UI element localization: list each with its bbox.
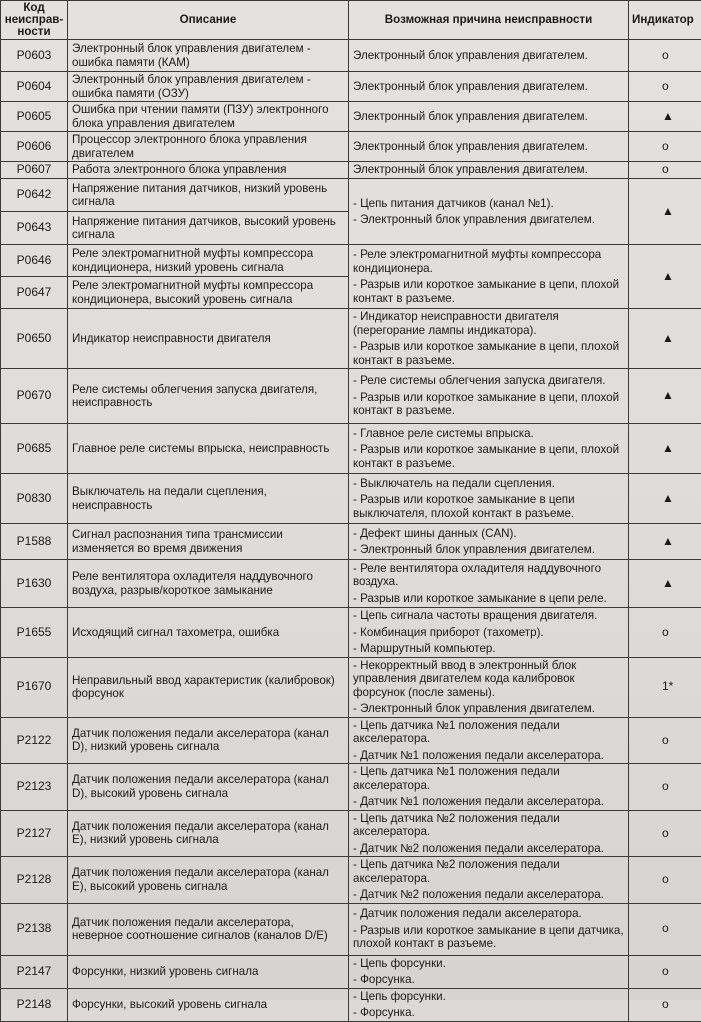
cause-item: - Датчик №1 положения педали акселератора. (353, 749, 625, 763)
indicator-circle-icon: o (629, 72, 701, 102)
cause-item: - Форсунка. (353, 1006, 625, 1020)
table-row (1, 903, 701, 955)
table-row (1, 857, 701, 904)
cause-item: - Выключатель на педали сцепления. (353, 477, 625, 491)
indicator-triangle-icon: ▲ (629, 424, 701, 474)
cause-item: Электронный блок управления двигателем. (353, 163, 625, 177)
fault-cause (349, 40, 629, 72)
cause-item: - Реле вентилятора охладителя наддувочного воздуха. (353, 562, 625, 589)
fault-description: Реле электромагнитной муфты компрессора кондиционера, низкий уровень сигнала (68, 245, 349, 277)
fault-code: P1655 (1, 608, 68, 658)
fault-cause (349, 132, 629, 162)
table-row (1, 474, 701, 524)
cause-item: - Цепь форсунки. (353, 990, 625, 1004)
table-row (1, 179, 701, 212)
indicator-circle-icon: o (629, 857, 701, 904)
table-row (1, 955, 701, 988)
table-row (1, 132, 701, 162)
cause-item: - Цепь датчика №1 положения педали акселератора. (353, 719, 625, 746)
cause-item: - Датчик положения педали акселератора. (353, 907, 625, 921)
indicator-circle-icon: o (629, 717, 701, 764)
fault-cause (349, 424, 629, 474)
fault-description: Главное реле системы впрыска, неисправность (68, 424, 349, 474)
fault-code: P2138 (1, 903, 68, 955)
fault-description: Напряжение питания датчиков, высокий уровень сигнала (68, 212, 349, 245)
fault-cause (349, 988, 629, 1021)
fault-cause (349, 810, 629, 857)
cause-item: - Цепь датчика №2 положения педали акселератора. (353, 812, 625, 839)
cause-item: - Цепь датчика №2 положения педали акселератора. (353, 858, 625, 885)
indicator-triangle-icon: ▲ (629, 179, 701, 245)
cause-item: - Цепь питания датчиков (канал №1). (353, 197, 625, 211)
cause-item: - Цепь сигнала частоты вращения двигателя. (353, 609, 625, 623)
fault-code: P0607 (1, 162, 68, 179)
fault-code: P2128 (1, 857, 68, 904)
indicator-circle-icon: o (629, 162, 701, 179)
table-row (1, 764, 701, 811)
fault-description: Исходящий сигнал тахометра, ошибка (68, 608, 349, 658)
indicator-triangle-icon: ▲ (629, 245, 701, 309)
fault-description: Индикатор неисправности двигателя (68, 309, 349, 369)
cause-item: Электронный блок управления двигателем. (353, 80, 625, 94)
fault-description: Реле электромагнитной муфты компрессора кондиционера, высокий уровень сигнала (68, 277, 349, 309)
fault-code: P0605 (1, 102, 68, 132)
fault-cause (349, 657, 629, 717)
fault-cause (349, 162, 629, 179)
indicator-triangle-icon: ▲ (629, 474, 701, 524)
fault-description: Процессор электронного блока управления двигателем (68, 132, 349, 162)
fault-description: Выключатель на педали сцепления, неисправность (68, 474, 349, 524)
table-row (1, 560, 701, 608)
indicator-value: 1* (629, 657, 701, 717)
cause-item: - Датчик №2 положения педали акселератора. (353, 842, 625, 856)
table-row (1, 717, 701, 764)
table-body (1, 40, 701, 1022)
cause-item: - Цепь датчика №1 положения педали акселератора. (353, 765, 625, 792)
header-description: Описание (68, 1, 349, 40)
cause-item: - Некорректный ввод в электронный блок управления двигателем кода калибровок форсунок (после замены). (353, 659, 625, 700)
indicator-circle-icon: o (629, 955, 701, 988)
cause-item: - Реле системы облегчения запуска двигателя. (353, 374, 625, 388)
cause-item: - Разрыв или короткое замыкание в цепи реле. (353, 592, 625, 606)
fault-code: P2127 (1, 810, 68, 857)
cause-item: - Разрыв или короткое замыкание в цепи датчика, плохой контакт в разъеме. (353, 924, 625, 951)
header-indicator: Индикатор (629, 1, 701, 40)
indicator-circle-icon: o (629, 810, 701, 857)
table-row (1, 988, 701, 1021)
cause-item: - Разрыв или короткое замыкание в цепи, плохой контакт в разъеме. (353, 340, 625, 367)
fault-description: Реле вентилятора охладителя наддувочного воздуха, разрыв/короткое замыкание (68, 560, 349, 608)
cause-item: - Электронный блок управления двигателем. (353, 702, 625, 716)
table-header-row (1, 1, 701, 40)
table-row (1, 424, 701, 474)
cause-item: - Разрыв или короткое замыкание в цепи выключателя, плохой контакт в разъеме. (353, 493, 625, 520)
table-row (1, 72, 701, 102)
fault-code: P0604 (1, 72, 68, 102)
indicator-triangle-icon: ▲ (629, 369, 701, 424)
cause-item: - Датчик №2 положения педали акселератора. (353, 888, 625, 902)
fault-code: P1630 (1, 560, 68, 608)
cause-item: Электронный блок управления двигателем. (353, 140, 625, 154)
fault-cause (349, 560, 629, 608)
cause-item: - Главное реле системы впрыска. (353, 427, 625, 441)
indicator-circle-icon: o (629, 608, 701, 658)
cause-item: - Электронный блок управления двигателем. (353, 213, 625, 227)
fault-description: Форсунки, высокий уровень сигнала (68, 988, 349, 1021)
table-row (1, 608, 701, 658)
fault-cause (349, 309, 629, 369)
fault-cause (349, 179, 629, 245)
cause-item: Электронный блок управления двигателем. (353, 49, 625, 63)
table-row (1, 369, 701, 424)
table-row (1, 810, 701, 857)
fault-cause (349, 474, 629, 524)
table-row (1, 162, 701, 179)
table-row (1, 524, 701, 560)
cause-item: - Маршрутный компьютер. (353, 642, 625, 656)
cause-item: - Форсунка. (353, 973, 625, 987)
fault-cause (349, 245, 629, 309)
fault-description: Датчик положения педали акселератора (канал E), высокий уровень сигнала (68, 857, 349, 904)
indicator-triangle-icon: ▲ (629, 560, 701, 608)
fault-cause (349, 857, 629, 904)
table-row (1, 245, 701, 277)
fault-cause (349, 764, 629, 811)
fault-code: P0647 (1, 277, 68, 309)
cause-item: - Комбинация приборот (тахометр). (353, 626, 625, 640)
indicator-circle-icon: o (629, 988, 701, 1021)
fault-cause (349, 608, 629, 658)
fault-code: P1670 (1, 657, 68, 717)
fault-code: P0642 (1, 179, 68, 212)
fault-description: Датчик положения педали акселератора (канал D), высокий уровень сигнала (68, 764, 349, 811)
fault-description: Работа электронного блока управления (68, 162, 349, 179)
fault-description: Датчик положения педали акселератора (канал E), низкий уровень сигнала (68, 810, 349, 857)
fault-description: Сигнал распознания типа трансмиссии изменяется во время движения (68, 524, 349, 560)
fault-description: Электронный блок управления двигателем - ошибка памяти (ОЗУ) (68, 72, 349, 102)
fault-code: P2147 (1, 955, 68, 988)
fault-code: P0650 (1, 309, 68, 369)
fault-cause (349, 369, 629, 424)
fault-cause (349, 717, 629, 764)
indicator-triangle-icon: ▲ (629, 309, 701, 369)
table-row (1, 40, 701, 72)
cause-item: - Разрыв или короткое замыкание в цепи, плохой контакт в разъеме. (353, 443, 625, 470)
fault-description: Напряжение питания датчиков, низкий уровень сигнала (68, 179, 349, 212)
fault-description: Датчик положения педали акселератора, неверное соотношение сигналов (каналов D/E) (68, 903, 349, 955)
indicator-triangle-icon: ▲ (629, 524, 701, 560)
indicator-circle-icon: o (629, 40, 701, 72)
fault-description: Ошибка при чтении памяти (ПЗУ) электронного блока управления двигателем (68, 102, 349, 132)
indicator-triangle-icon: ▲ (629, 102, 701, 132)
fault-description: Реле системы облегчения запуска двигателя, неисправность (68, 369, 349, 424)
fault-description: Датчик положения педали акселератора (канал D), низкий уровень сигнала (68, 717, 349, 764)
fault-code: P1588 (1, 524, 68, 560)
cause-item: - Реле электромагнитной муфты компрессора кондиционера. (353, 248, 625, 275)
indicator-circle-icon: o (629, 132, 701, 162)
fault-code: P0670 (1, 369, 68, 424)
fault-code: P0830 (1, 474, 68, 524)
table-row (1, 657, 701, 717)
fault-cause (349, 72, 629, 102)
fault-code: P2148 (1, 988, 68, 1021)
indicator-circle-icon: o (629, 903, 701, 955)
header-cause: Возможная причина неисправности (349, 1, 629, 40)
fault-code: P0603 (1, 40, 68, 72)
fault-cause (349, 102, 629, 132)
cause-item: - Индикатор неисправности двигателя (перегорание лампы индикатора). (353, 310, 625, 337)
indicator-circle-icon: o (629, 764, 701, 811)
cause-item: - Дефект шины данных (CAN). (353, 527, 625, 541)
fault-description: Форсунки, низкий уровень сигнала (68, 955, 349, 988)
cause-item: - Цепь форсунки. (353, 957, 625, 971)
fault-code: P2122 (1, 717, 68, 764)
table-row (1, 102, 701, 132)
cause-item: Электронный блок управления двигателем. (353, 110, 625, 124)
table-row (1, 309, 701, 369)
header-code: Код неисправ-ности (1, 1, 68, 40)
fault-cause (349, 903, 629, 955)
fault-code: P0685 (1, 424, 68, 474)
fault-code: P0646 (1, 245, 68, 277)
cause-item: - Электронный блок управления двигателем. (353, 543, 625, 557)
fault-cause (349, 955, 629, 988)
cause-item: - Разрыв или короткое замыкание в цепи, плохой контакт в разъеме. (353, 278, 625, 305)
fault-description: Электронный блок управления двигателем - ошибка памяти (КАМ) (68, 40, 349, 72)
cause-item: - Датчик №1 положения педали акселератора. (353, 795, 625, 809)
fault-code: P0643 (1, 212, 68, 245)
fault-code: P0606 (1, 132, 68, 162)
fault-code: P2123 (1, 764, 68, 811)
cause-item: - Разрыв или короткое замыкание в цепи, плохой контакт в разъеме. (353, 391, 625, 418)
fault-cause (349, 524, 629, 560)
fault-description: Неправильный ввод характеристик (калибровок) форсунок (68, 657, 349, 717)
